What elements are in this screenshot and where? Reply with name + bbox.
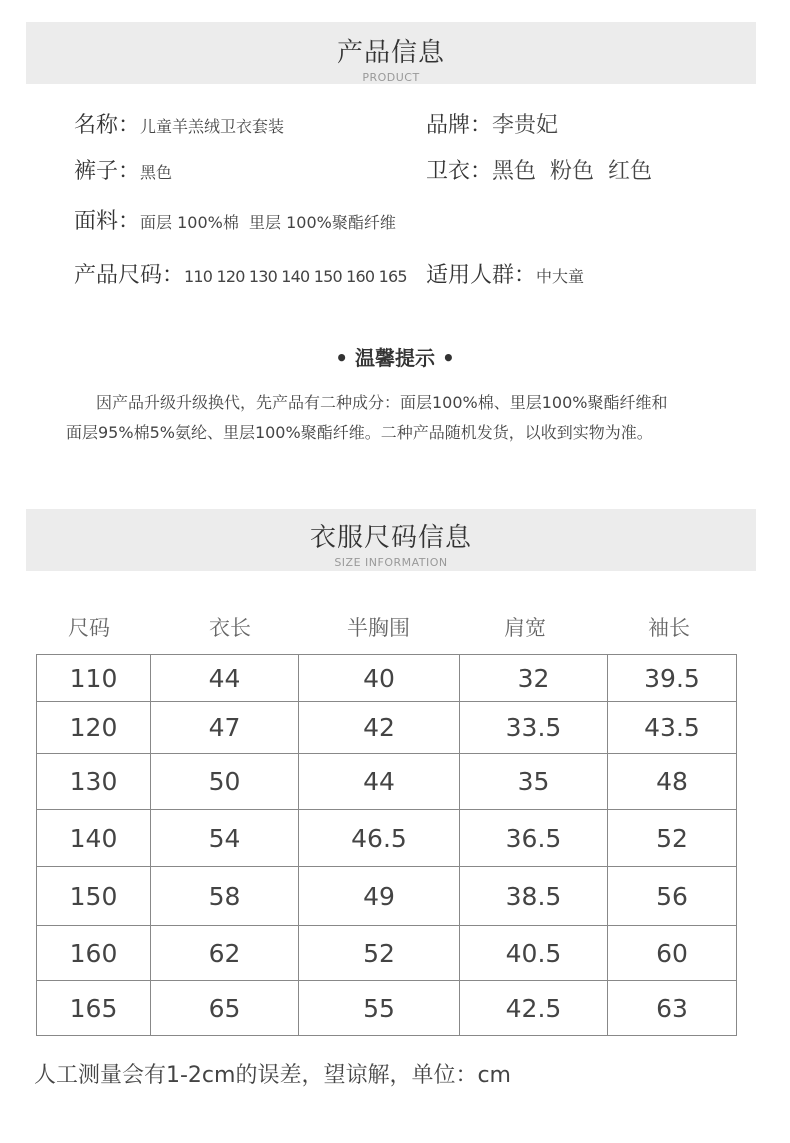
info-pants [74, 154, 172, 185]
table-cell: 40.5 [460, 926, 608, 981]
table-cell: 50 [151, 754, 299, 810]
table-cell: 36.5 [460, 810, 608, 867]
tip-title: • 温馨提示 • [335, 346, 455, 370]
name-label: 名称： [74, 113, 141, 138]
info-sweater [426, 154, 652, 185]
sweater-label: 卫衣： [426, 159, 493, 184]
table-cell: 40 [299, 655, 460, 702]
table-cell: 44 [299, 754, 460, 810]
table-cell: 56 [608, 867, 737, 926]
name-value: 儿童羊羔绒卫衣套装 [140, 117, 285, 136]
header-sleeve: 袖长 [648, 616, 690, 640]
audience-label: 适用人群： [426, 263, 537, 288]
table-cell: 54 [151, 810, 299, 867]
table-cell: 44 [151, 655, 299, 702]
fabric-label: 面料： [74, 209, 141, 234]
size-info-banner [26, 509, 756, 571]
product-info-title: 产品信息 [336, 38, 445, 68]
header-chest: 半胸围 [347, 616, 410, 640]
table-cell: 160 [37, 926, 151, 981]
table-row [37, 867, 737, 926]
product-info-subtitle: PRODUCT [362, 71, 420, 84]
header-size: 尺码 [68, 616, 110, 640]
table-cell: 58 [151, 867, 299, 926]
audience-value: 中大童 [536, 267, 585, 286]
table-cell: 55 [299, 981, 460, 1036]
table-cell: 39.5 [608, 655, 737, 702]
table-cell: 150 [37, 867, 151, 926]
size-table [36, 654, 737, 1036]
table-cell: 130 [37, 754, 151, 810]
table-cell: 43.5 [608, 702, 737, 754]
pants-label: 裤子： [74, 159, 141, 184]
table-cell: 33.5 [460, 702, 608, 754]
table-cell: 140 [37, 810, 151, 867]
table-cell: 49 [299, 867, 460, 926]
table-cell: 38.5 [460, 867, 608, 926]
info-audience [426, 258, 584, 289]
table-row [37, 655, 737, 702]
table-row [37, 981, 737, 1036]
tip-line-2: 面层95%棉5%氨纶、里层100%聚酯纤维。二种产品随机发货，以收到实物为准。 [66, 423, 653, 442]
brand-value: 李贵妃 [492, 113, 559, 138]
sweater-value: 黑色 粉色 红色 [492, 159, 652, 184]
table-cell: 65 [151, 981, 299, 1036]
info-fabric [74, 204, 396, 235]
table-cell: 42 [299, 702, 460, 754]
header-shoulder: 肩宽 [504, 616, 546, 640]
info-name [74, 108, 284, 139]
table-cell: 63 [608, 981, 737, 1036]
table-cell: 120 [37, 702, 151, 754]
pants-value: 黑色 [140, 163, 173, 182]
table-row [37, 810, 737, 867]
size-info-title: 衣服尺码信息 [309, 523, 472, 553]
fabric-value: 面层 100%棉 里层 100%聚酯纤维 [140, 213, 396, 232]
header-length: 衣长 [209, 616, 251, 640]
table-cell: 52 [299, 926, 460, 981]
table-row [37, 702, 737, 754]
measurement-footnote: 人工测量会有1-2cm的误差，望谅解，单位：cm [34, 1063, 511, 1088]
size-info-subtitle: SIZE INFORMATION [334, 556, 448, 569]
table-cell: 47 [151, 702, 299, 754]
table-cell: 35 [460, 754, 608, 810]
info-size [74, 258, 407, 289]
table-cell: 42.5 [460, 981, 608, 1036]
tip-line-1: 因产品升级升级换代，先产品有二种成分：面层100%棉、里层100%聚酯纤维和 [96, 393, 668, 412]
table-cell: 32 [460, 655, 608, 702]
table-cell: 52 [608, 810, 737, 867]
size-label: 产品尺码： [74, 263, 185, 288]
product-info-banner [26, 22, 756, 84]
table-cell: 48 [608, 754, 737, 810]
table-cell: 46.5 [299, 810, 460, 867]
brand-label: 品牌： [426, 113, 493, 138]
table-row [37, 926, 737, 981]
info-brand [426, 108, 558, 139]
table-cell: 165 [37, 981, 151, 1036]
table-cell: 110 [37, 655, 151, 702]
size-value: 110 120 130 140 150 160 165 [184, 267, 407, 286]
table-cell: 60 [608, 926, 737, 981]
table-cell: 62 [151, 926, 299, 981]
table-row [37, 754, 737, 810]
